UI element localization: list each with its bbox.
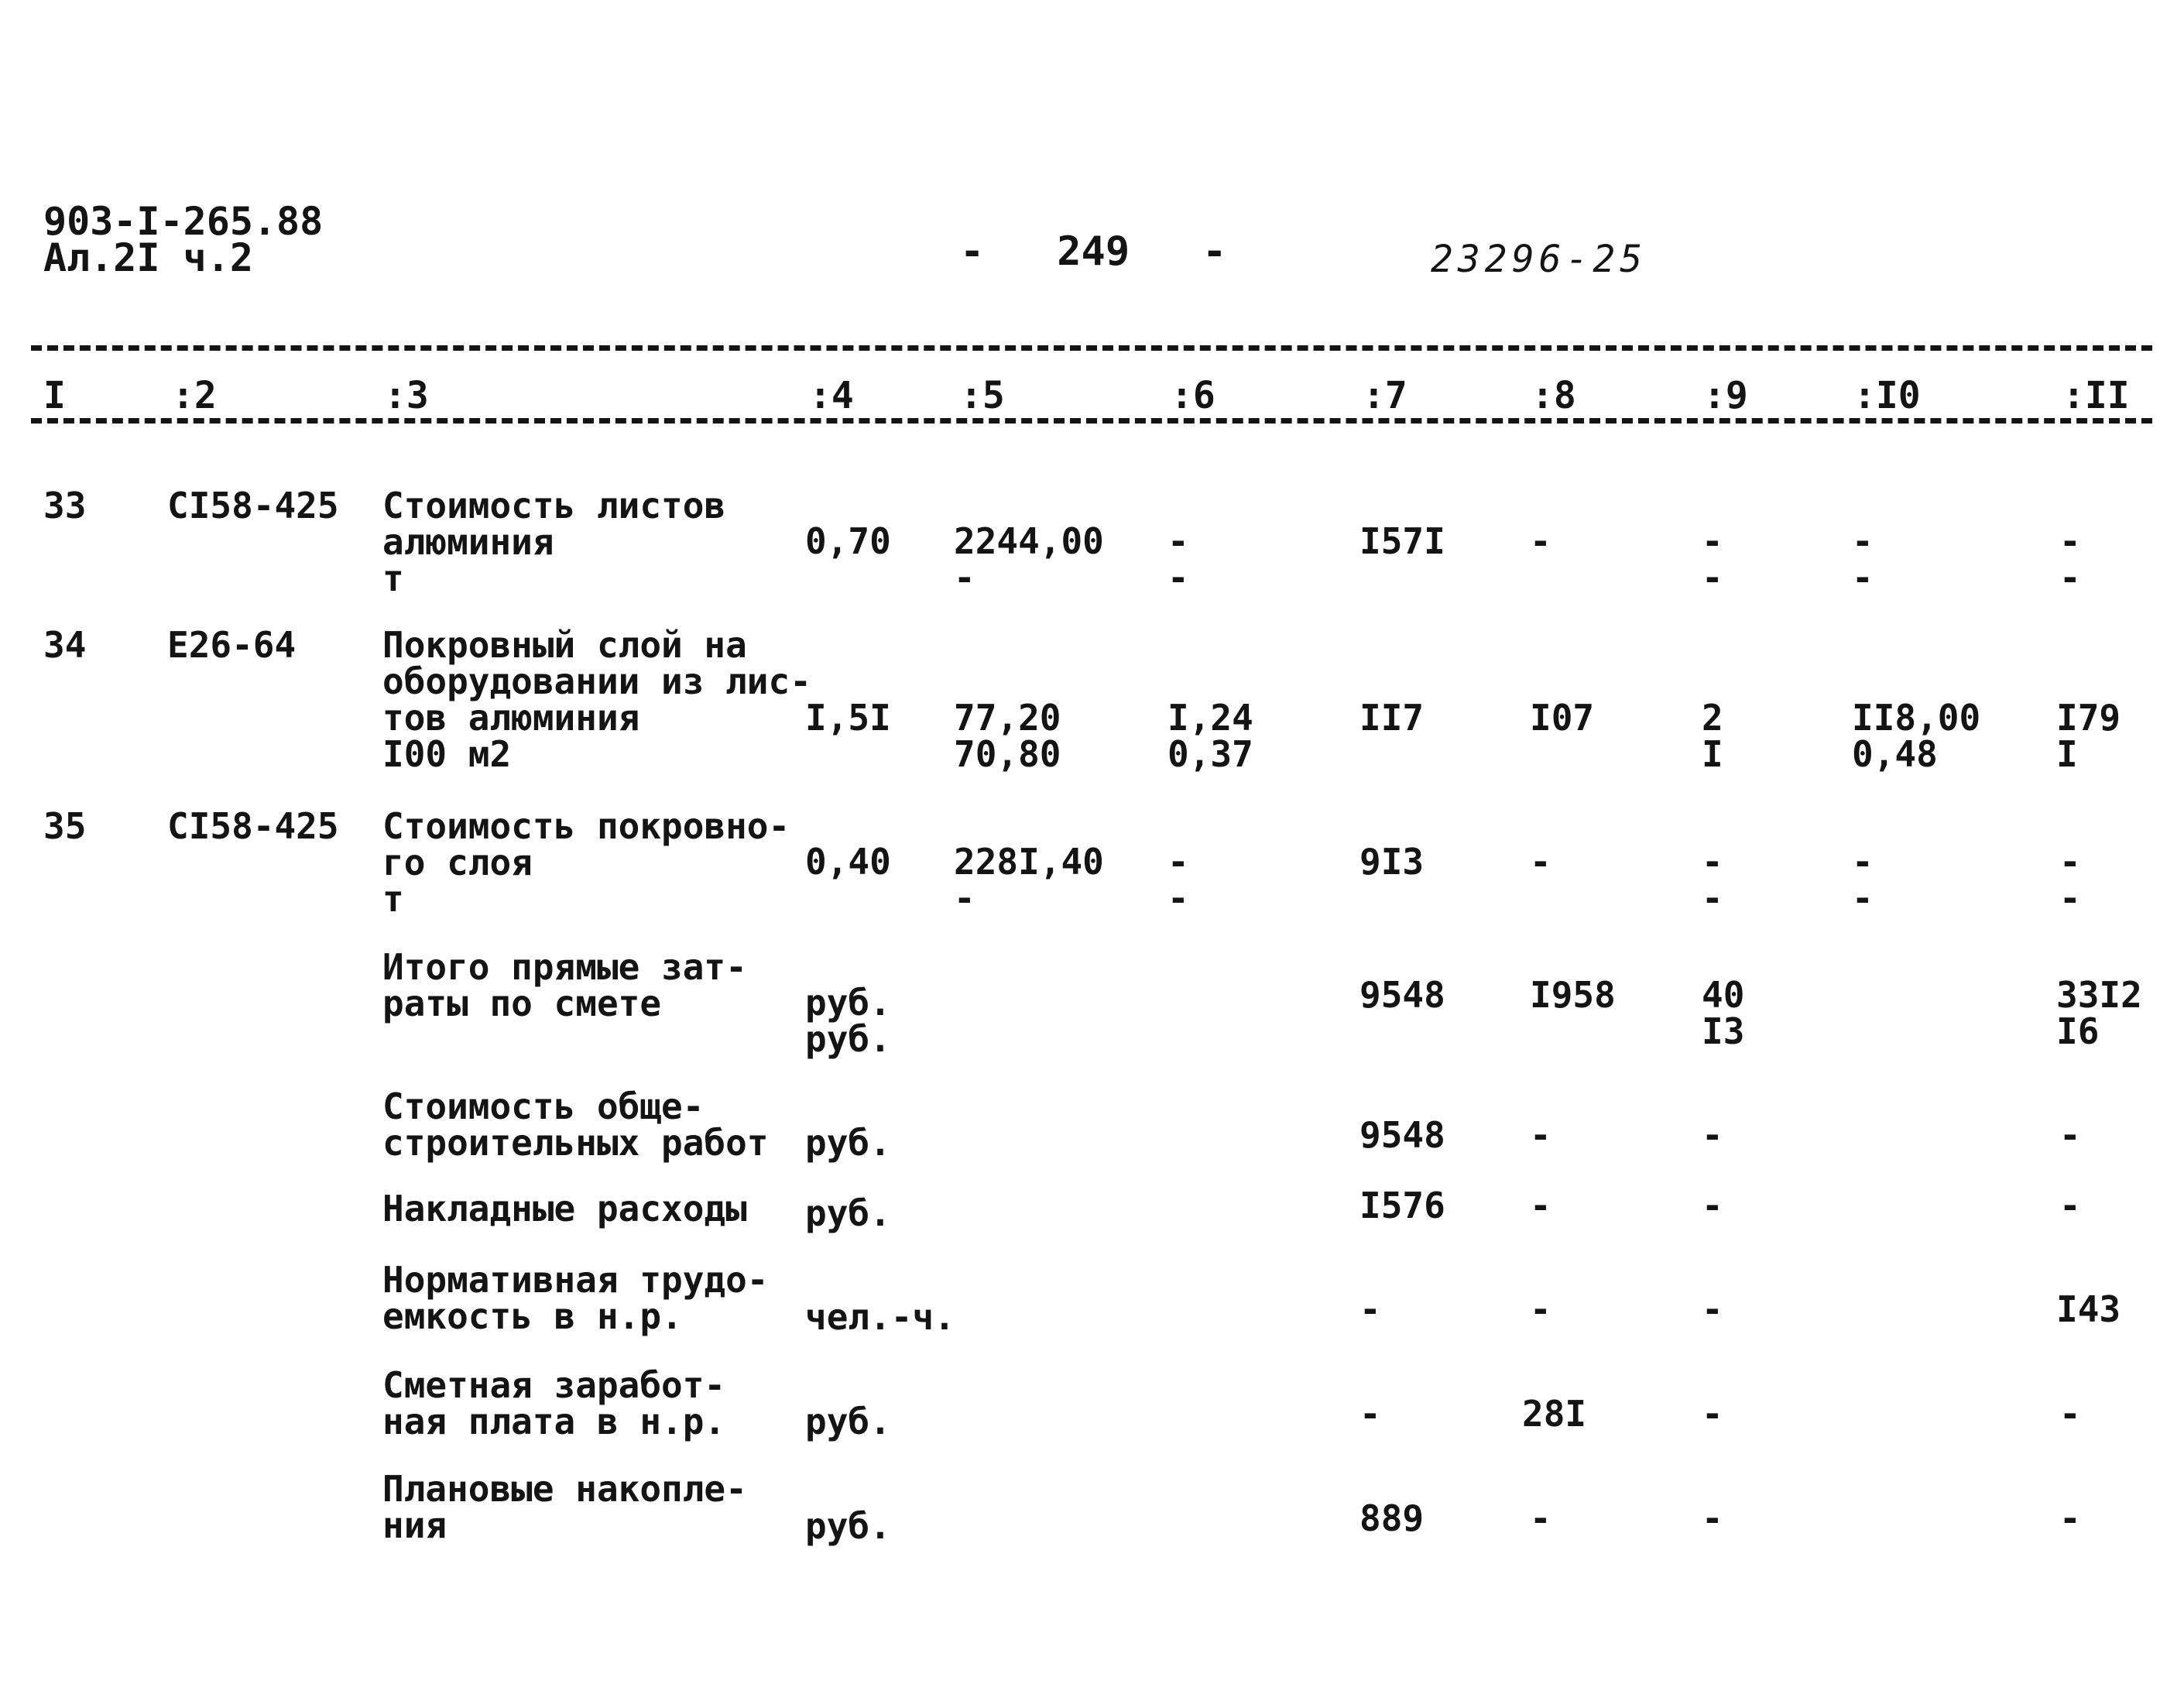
header-dashed-rule [31,418,2152,424]
machine-cost: - - [1702,841,1723,919]
summary-labor-total: 33I2 I6 [2056,974,2142,1052]
summary-total-cost: 889 [1359,1497,1425,1539]
labor-unit: - - [1852,520,1874,598]
labor-unit: II8,00 0,48 [1852,697,1981,775]
labor-total: - - [2059,841,2081,919]
column-number-4: :4 [809,374,854,417]
summary-unit: руб. [805,1401,891,1442]
summary-total-wage: 28I [1522,1393,1587,1435]
summary-total-wage: - [1530,1185,1551,1226]
summary-label: Плановые накопле- ния [382,1468,747,1546]
column-number-6: :6 [1171,374,1215,417]
column-number-7: :7 [1363,374,1407,417]
summary-total-wage: - [1530,1114,1551,1156]
summary-total-cost: 9548 [1359,974,1445,1016]
quantity: I,5I [805,697,891,739]
total-wage: I07 [1530,697,1595,739]
quantity: 0,70 [805,520,891,562]
work-description: Стоимость листов алюминия т [382,485,726,599]
summary-total-wage: I958 [1530,974,1616,1016]
summary-label: Итого прямые зат- раты по смете [382,946,747,1024]
summary-label: Накладные расходы [382,1188,747,1229]
quantity: 0,40 [805,841,891,883]
total-wage: - [1530,841,1551,883]
summary-machine-cost: - [1702,1497,1723,1539]
summary-unit: руб. руб. [805,982,891,1060]
column-number-3: :3 [384,374,429,417]
norm-code: Е26-64 [167,624,297,666]
unit-wage: - - [1167,520,1189,598]
labor-total: - - [2059,520,2081,598]
norm-code: CI58-425 [167,485,339,526]
summary-total-cost: - [1359,1393,1381,1435]
summary-machine-cost: - [1702,1288,1723,1330]
column-number-11: :II [2062,374,2130,417]
norm-code: CI58-425 [167,805,339,847]
summary-machine-cost: 40 I3 [1702,974,1745,1052]
column-number-9: :9 [1703,374,1748,417]
summary-labor-total: - [2059,1185,2081,1226]
column-number-1: I [43,374,66,417]
machine-cost: 2 I [1702,697,1723,775]
document-code-line-1: 903-I-265.88 [43,199,324,244]
column-number-5: :5 [960,374,1005,417]
summary-total-cost: - [1359,1288,1381,1330]
top-dashed-rule [31,345,2152,351]
total-cost: II7 [1359,697,1425,739]
summary-unit: руб. [805,1192,891,1234]
summary-label: Нормативная трудо- емкость в н.р. [382,1259,769,1337]
work-description: Стоимость покровно- го слоя т [382,805,790,920]
column-number-8: :8 [1531,374,1576,417]
labor-unit: - - [1852,841,1874,919]
machine-cost: - - [1702,520,1723,598]
unit-cost: 228I,40 - [954,841,1104,919]
row-number: 35 [43,805,87,847]
work-description: Покровный слой на оборудовании из лис- тов алюминия I00 м2 [382,624,811,775]
total-cost: I57I [1359,520,1445,562]
column-number-10: :I0 [1853,374,1921,417]
row-number: 34 [43,624,87,666]
labor-total: I79 I [2056,697,2121,775]
summary-labor-total: - [2059,1497,2081,1539]
summary-machine-cost: - [1702,1393,1723,1435]
summary-machine-cost: - [1702,1185,1723,1226]
unit-wage: - - [1167,841,1189,919]
summary-total-cost: 9548 [1359,1114,1445,1156]
document-code [43,199,324,280]
summary-total-wage: - [1530,1497,1551,1539]
summary-total-cost: I576 [1359,1185,1445,1226]
unit-wage: I,24 0,37 [1167,697,1253,775]
summary-labor-total: - [2059,1114,2081,1156]
summary-machine-cost: - [1702,1114,1723,1156]
summary-labor-total: - [2059,1393,2081,1435]
unit-cost: 77,20 70,80 [954,697,1061,775]
page-number: - 249 - [960,228,1227,275]
summary-labor-total: I43 [2056,1288,2121,1330]
total-wage: - [1530,520,1551,562]
document-code-line-2: Ал.2I ч.2 [43,235,253,280]
summary-unit: руб. [805,1122,891,1164]
inventory-number: 23296-25 [1431,238,1647,281]
unit-cost: 2244,00 - [954,520,1104,598]
summary-label: Сметная заработ- ная плата в н.р. [382,1364,726,1442]
column-number-2: :2 [172,374,217,417]
summary-unit: руб. [805,1505,891,1547]
summary-total-wage: - [1530,1288,1551,1330]
row-number: 33 [43,485,87,526]
total-cost: 9I3 [1359,841,1425,883]
summary-label: Стоимость обще- строительных работ [382,1085,769,1164]
summary-unit: чел.-ч. [805,1296,955,1338]
